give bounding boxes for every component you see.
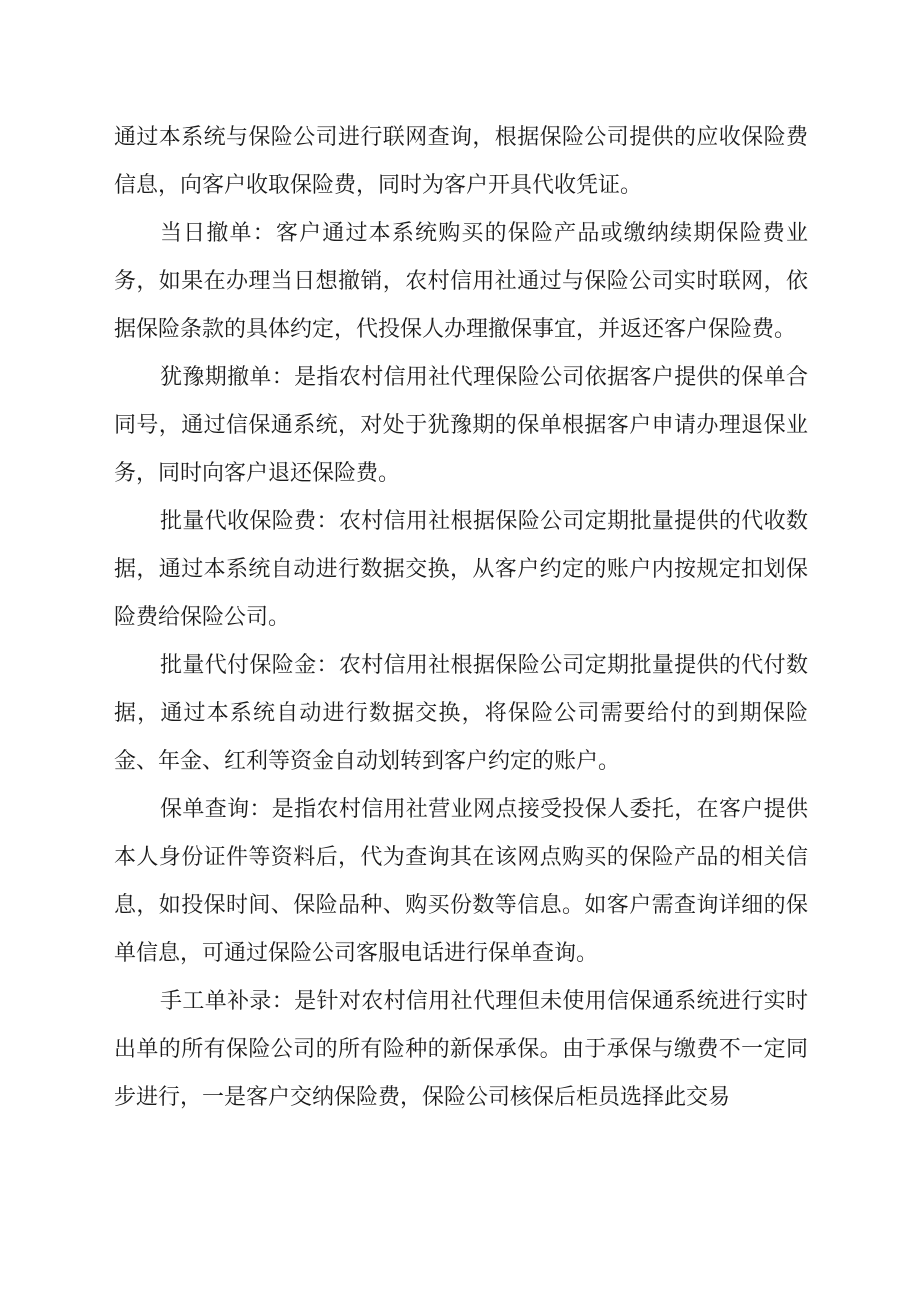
paragraph-batch-benefit-payment: 批量代付保险金：农村信用社根据保险公司定期批量提供的代付数据，通过本系统自动进行数据交换，将保险公司需要给付的到期保险金、年金、红利等资金自动划转到客户约定的账户。 <box>114 653 808 774</box>
paragraph-cooling-off-cancellation: 犹豫期撤单：是指农村信用社代理保险公司依据客户提供的保单合同号，通过信保通系统，对处于犹豫期的保单根据客户申请办理退保业务，同时向客户退还保险费。 <box>114 365 808 486</box>
paragraph-continuation: 通过本系统与保险公司进行联网查询，根据保险公司提供的应收保险费信息，向客户收取保险费，同时为客户开具代收凭证。 <box>114 125 808 198</box>
paragraph-policy-inquiry: 保单查询：是指农村信用社营业网点接受投保人委托，在客户提供本人身份证件等资料后，代为查询其在该网点购买的保险产品的相关信息，如投保时间、保险品种、购买份数等信息。如客户需查询详细的保单信息，可通过保险公司客服电话进行保单查询。 <box>114 797 808 966</box>
document-body <box>114 114 808 1122</box>
paragraph-batch-premium-collection: 批量代收保险费：农村信用社根据保险公司定期批量提供的代收数据，通过本系统自动进行数据交换，从客户约定的账户内按规定扣划保险费给保险公司。 <box>114 509 808 630</box>
paragraph-same-day-cancellation: 当日撤单：客户通过本系统购买的保险产品或缴纳续期保险费业务，如果在办理当日想撤销，农村信用社通过与保险公司实时联网，依据保险条款的具体约定，代投保人办理撤保事宜，并返还客户保险费。 <box>114 221 808 342</box>
paragraph-manual-entry: 手工单补录：是针对农村信用社代理但未使用信保通系统进行实时出单的所有保险公司的所有险种的新保承保。由于承保与缴费不一定同步进行，一是客户交纳保险费，保险公司核保后柜员选择此交易 <box>114 989 808 1110</box>
